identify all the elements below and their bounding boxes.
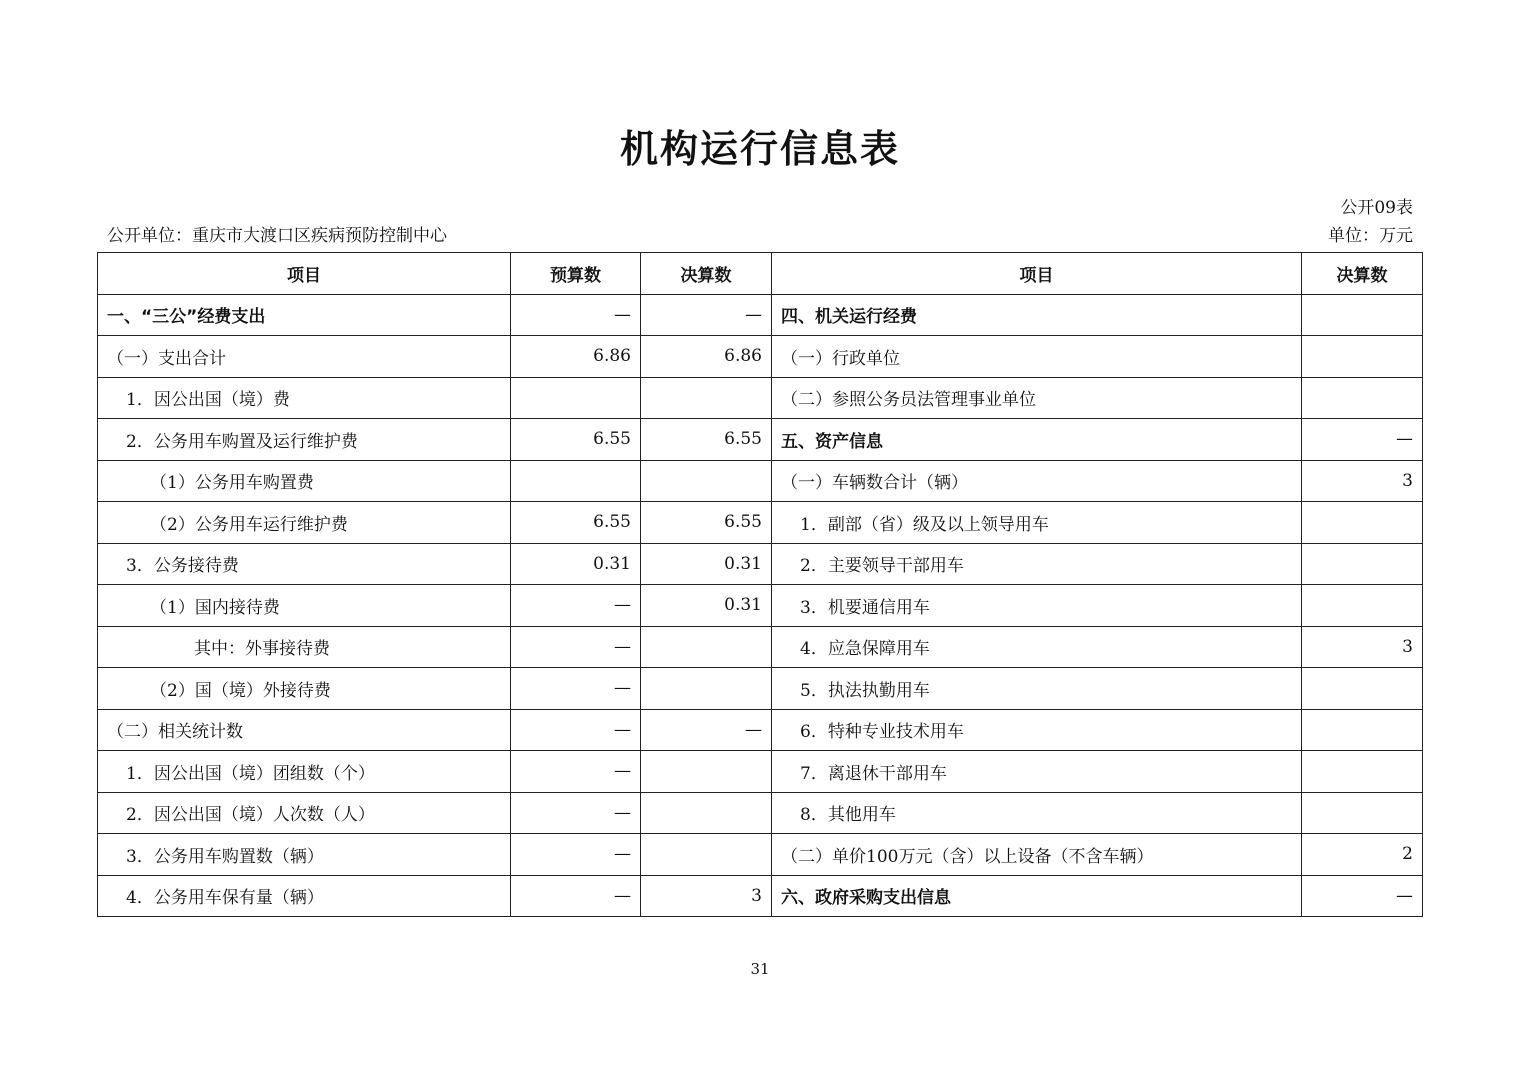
budget-value: 6.55 [511,419,641,461]
right-label: 六、政府采购支出信息 [772,875,1302,917]
right-value [1302,792,1423,834]
right-label: 1．副部（省）级及以上领导用车 [772,502,1302,544]
right-label: 4．应急保障用车 [772,626,1302,668]
row-label: （1）国内接待费 [98,585,511,627]
right-label: 3．机要通信用车 [772,585,1302,627]
row-label: （2）公务用车运行维护费 [98,502,511,544]
final-value: 0.31 [641,543,772,585]
table-row [98,336,1423,378]
right-value [1302,668,1423,710]
header-final-right: 决算数 [1302,253,1423,295]
budget-value: — [511,709,641,751]
final-value: — [641,709,772,751]
table-row [98,834,1423,876]
table-row [98,502,1423,544]
right-label: （一）车辆数合计（辆） [772,460,1302,502]
budget-value: — [511,626,641,668]
currency-unit: 单位：万元 [1328,226,1413,246]
page-title: 机构运行信息表 [619,127,900,171]
table-row [98,751,1423,793]
table-row [98,419,1423,461]
right-value [1302,751,1423,793]
budget-value [511,460,641,502]
table-row [98,294,1423,336]
table-header-row [98,253,1423,295]
row-label: 2．因公出国（境）人次数（人） [98,792,511,834]
right-value: — [1302,875,1423,917]
final-value: 0.31 [641,585,772,627]
budget-value: 0.31 [511,543,641,585]
right-label: 7．离退休干部用车 [772,751,1302,793]
table-row [98,626,1423,668]
budget-value: — [511,792,641,834]
budget-value: — [511,875,641,917]
right-label: 2．主要领导干部用车 [772,543,1302,585]
budget-value: — [511,668,641,710]
form-number: 公开09表 [1340,198,1413,218]
final-value: 3 [641,875,772,917]
row-label: 其中：外事接待费 [98,626,511,668]
budget-value: 6.55 [511,502,641,544]
table-row [98,709,1423,751]
header-item-left: 项目 [98,253,511,295]
final-value [641,751,772,793]
budget-value: — [511,751,641,793]
right-value [1302,502,1423,544]
final-value [641,668,772,710]
right-label: 5．执法执勤用车 [772,668,1302,710]
header-item-right: 项目 [772,253,1302,295]
right-value: 3 [1302,626,1423,668]
budget-value [511,377,641,419]
final-value [641,792,772,834]
right-label: 6．特种专业技术用车 [772,709,1302,751]
right-label: 8．其他用车 [772,792,1302,834]
row-label: 4．公务用车保有量（辆） [98,875,511,917]
final-value: — [641,294,772,336]
table-row [98,792,1423,834]
right-label: （二）单价100万元（含）以上设备（不含车辆） [772,834,1302,876]
budget-value: — [511,585,641,627]
right-value: 2 [1302,834,1423,876]
row-label: 1．因公出国（境）团组数（个） [98,751,511,793]
budget-value: — [511,294,641,336]
budget-value: — [511,834,641,876]
header-budget: 预算数 [511,253,641,295]
row-label: 3．公务用车购置数（辆） [98,834,511,876]
row-label: 2．公务用车购置及运行维护费 [98,419,511,461]
right-label: （一）行政单位 [772,336,1302,378]
table-row [98,875,1423,917]
page-number: 31 [750,960,770,978]
row-label: 一、“三公”经费支出 [98,294,511,336]
final-value [641,834,772,876]
header-final-left: 决算数 [641,253,772,295]
operation-info-table [97,252,1423,917]
final-value [641,626,772,668]
right-value [1302,336,1423,378]
row-label: （一）支出合计 [98,336,511,378]
budget-value: 6.86 [511,336,641,378]
row-label: 3．公务接待费 [98,543,511,585]
table-row [98,460,1423,502]
right-label: 四、机关运行经费 [772,294,1302,336]
right-value [1302,585,1423,627]
right-value: — [1302,419,1423,461]
right-label: （二）参照公务员法管理事业单位 [772,377,1302,419]
row-label: （1）公务用车购置费 [98,460,511,502]
final-value [641,377,772,419]
right-value: 3 [1302,460,1423,502]
row-label: （2）国（境）外接待费 [98,668,511,710]
table-row [98,543,1423,585]
final-value [641,460,772,502]
right-value [1302,377,1423,419]
reporting-unit: 公开单位：重庆市大渡口区疾病预防控制中心 [107,226,447,246]
right-label: 五、资产信息 [772,419,1302,461]
table-row [98,668,1423,710]
row-label: （二）相关统计数 [98,709,511,751]
final-value: 6.55 [641,419,772,461]
right-value [1302,709,1423,751]
row-label: 1．因公出国（境）费 [98,377,511,419]
right-value [1302,543,1423,585]
table-row [98,585,1423,627]
right-value [1302,294,1423,336]
final-value: 6.86 [641,336,772,378]
final-value: 6.55 [641,502,772,544]
table-row [98,377,1423,419]
